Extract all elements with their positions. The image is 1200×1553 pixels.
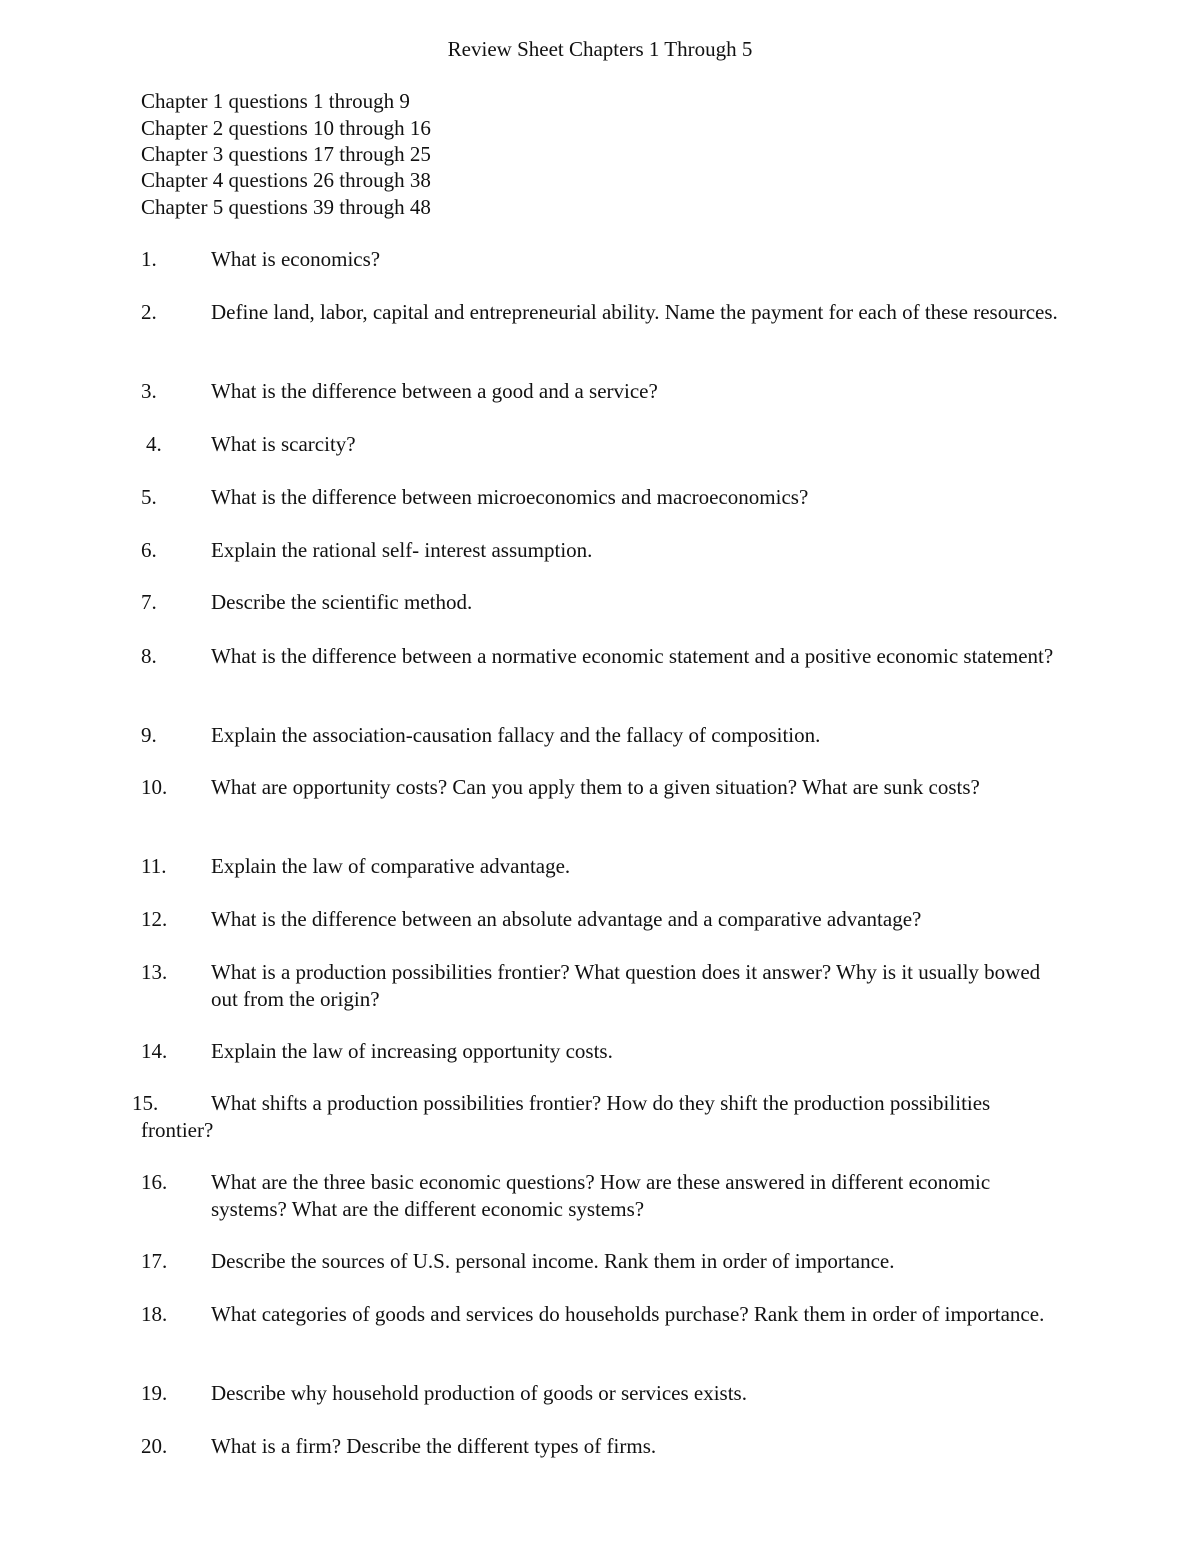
question-item — [141, 1248, 1041, 1275]
question-text: Explain the law of increasing opportunity costs. — [211, 1039, 613, 1063]
chapter-range-4: Chapter 4 questions 26 through 38 — [141, 168, 431, 192]
page-title: Review Sheet Chapters 1 Through 5 — [447, 37, 753, 61]
question-text: Define land, labor, capital and entrepreneurial ability. Name the payment for each of these resources. — [211, 300, 1058, 324]
question-text: What is scarcity? — [211, 432, 356, 456]
question-text: What is economics? — [211, 247, 381, 271]
question-text: What is the difference between a good and a service? — [211, 379, 658, 403]
question-text: Describe why household production of goods or services exists. — [211, 1381, 747, 1405]
chapter-range-2: Chapter 2 questions 10 through 16 — [141, 116, 431, 140]
question-number: 18. — [141, 1302, 168, 1326]
question-item — [141, 774, 1041, 801]
question-item — [141, 1169, 1041, 1222]
question-text: What is a production possibilities frontier? What question does it answer? Why is it usually bowed out from the origin? — [211, 960, 1041, 1011]
question-text: What shifts a production possibilities frontier? How do they shift the production possibilities frontier? — [141, 1091, 991, 1142]
question-number: 3. — [141, 379, 157, 403]
question-item — [141, 537, 1041, 564]
question-number: 4. — [146, 432, 162, 456]
question-number: 20. — [141, 1434, 168, 1458]
chapter-range-3: Chapter 3 questions 17 through 25 — [141, 142, 431, 166]
question-item — [141, 722, 1041, 749]
question-text: What is the difference between a normative economic statement and a positive economic statement? — [211, 644, 1054, 668]
question-text: Explain the law of comparative advantage. — [211, 854, 571, 878]
question-number: 10. — [141, 775, 168, 799]
question-text: What categories of goods and services do households purchase? Rank them in order of importance. — [211, 1302, 1045, 1326]
question-item — [141, 643, 1061, 670]
question-number: 17. — [141, 1249, 168, 1273]
question-number: 5. — [141, 485, 157, 509]
question-text: Explain the rational self- interest assumption. — [211, 538, 593, 562]
question-item — [141, 1038, 1041, 1065]
question-text: What is the difference between microeconomics and macroeconomics? — [211, 485, 809, 509]
question-item — [141, 1380, 1041, 1407]
question-item — [141, 589, 1041, 616]
question-number: 6. — [141, 538, 157, 562]
question-number: 2. — [141, 300, 157, 324]
question-number: 19. — [141, 1381, 168, 1405]
question-item — [141, 378, 1041, 405]
question-text: Explain the association-causation fallacy and the fallacy of composition. — [211, 723, 821, 747]
question-number: 12. — [141, 907, 168, 931]
question-item — [141, 906, 1041, 933]
question-text: What are the three basic economic questions? How are these answered in different economic systems? What are the different economic systems? — [211, 1170, 991, 1221]
question-text: What is a firm? Describe the different types of firms. — [211, 1434, 657, 1458]
question-item — [141, 299, 1061, 326]
question-number: 11. — [141, 854, 167, 878]
question-number: 1. — [141, 247, 157, 271]
question-item — [141, 431, 1041, 458]
question-item — [141, 484, 1041, 511]
question-text: What are opportunity costs? Can you apply them to a given situation? What are sunk costs? — [211, 775, 980, 799]
question-number: 15. — [132, 1091, 159, 1115]
chapter-range-5: Chapter 5 questions 39 through 48 — [141, 195, 431, 219]
question-text: Describe the sources of U.S. personal income. Rank them in order of importance. — [211, 1249, 895, 1273]
question-item — [141, 959, 1041, 1012]
question-number: 16. — [141, 1170, 168, 1194]
question-number: 14. — [141, 1039, 168, 1063]
question-item — [141, 853, 1041, 880]
question-item — [141, 1301, 1061, 1328]
question-number: 8. — [141, 644, 157, 668]
question-number: 13. — [141, 960, 168, 984]
question-item — [141, 1433, 1041, 1460]
question-text: What is the difference between an absolute advantage and a comparative advantage? — [211, 907, 922, 931]
question-number: 7. — [141, 590, 157, 614]
chapter-range-1: Chapter 1 questions 1 through 9 — [141, 89, 410, 113]
question-item — [132, 1090, 1061, 1143]
question-number: 9. — [141, 723, 157, 747]
question-text: Describe the scientific method. — [211, 590, 473, 614]
question-item — [141, 246, 1041, 273]
